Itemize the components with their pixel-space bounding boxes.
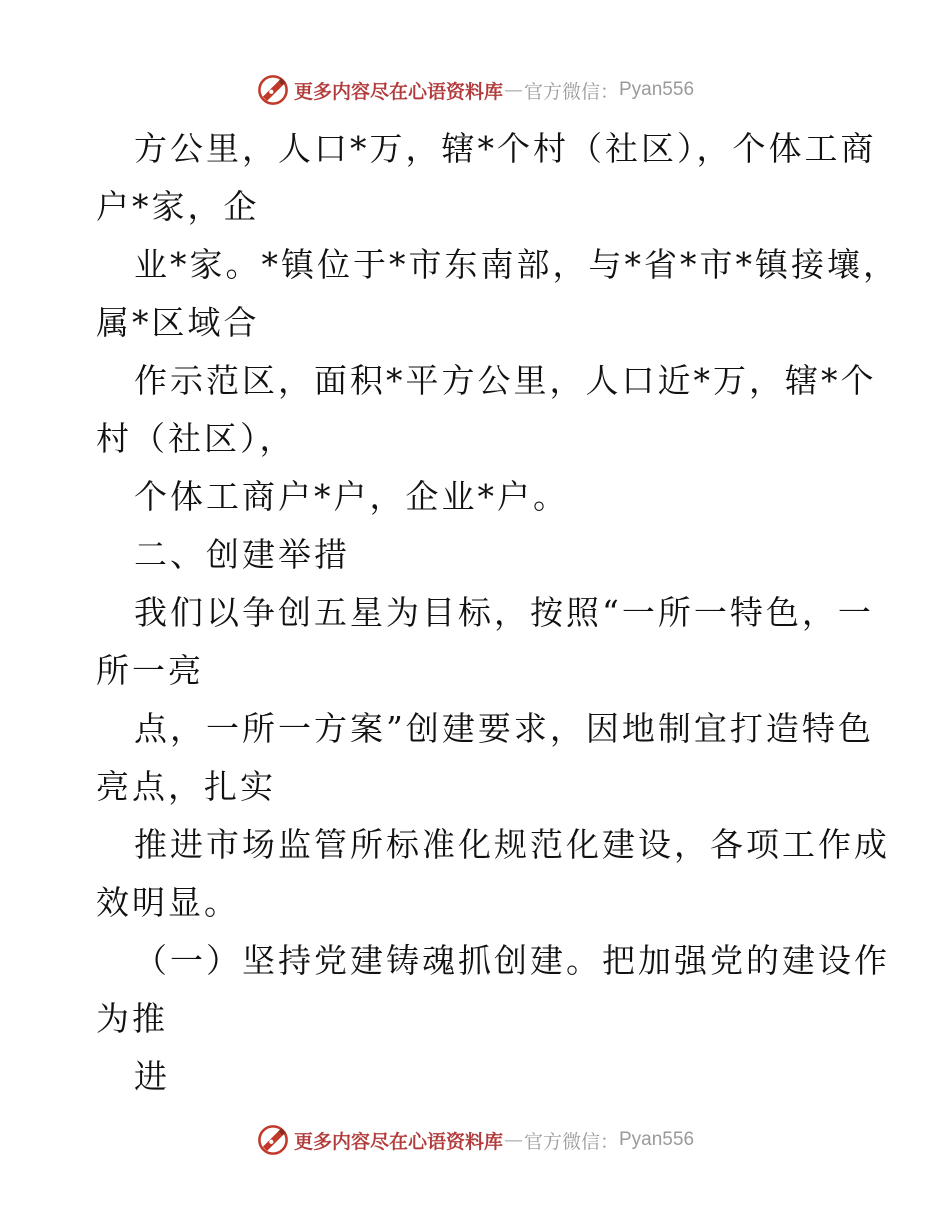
text-line: （一）坚持党建铸魂抓创建。把加强党的建设作 (134, 941, 890, 980)
text-line: 个体工商户*户，企业*户。 (134, 477, 569, 516)
text-line: 亮点，扎实 (96, 767, 276, 806)
watermark-brand: 更多内容尽在心语资料库 (293, 1130, 503, 1153)
paragraph-3 (96, 352, 877, 468)
watermark-dash: — (503, 79, 523, 101)
paragraph-8 (96, 816, 890, 932)
watermark-dash: — (503, 1129, 523, 1151)
text-line: 户*家，企 (96, 187, 260, 226)
text-line: 我们以争创五星为目标，按照“一所一特色，一 (134, 593, 874, 632)
watermark-official-label: 官方微信： (523, 80, 619, 103)
heading-line: 二、创建举措 (134, 535, 350, 574)
watermark-brand: 更多内容尽在心语资料库 (293, 80, 503, 103)
text-line: 进 (134, 1057, 170, 1096)
document-body (96, 120, 899, 1106)
text-line: 所一亮 (96, 651, 204, 690)
text-line: 村（社区）， (96, 419, 296, 458)
footer-watermark (0, 1120, 950, 1160)
text-line: 业*家。*镇位于*市东南部，与*省*市*镇接壤， (134, 245, 899, 284)
paragraph-7 (96, 700, 874, 816)
paragraph-10 (96, 1048, 856, 1106)
text-line: 作示范区，面积*平方公里，人口近*万，辖*个 (134, 361, 877, 400)
text-line: 为推 (96, 999, 168, 1038)
paragraph-6 (96, 584, 874, 700)
text-line: 方公里，人口*万，辖*个村（社区），个体工商 (134, 129, 877, 168)
watermark-official-label: 官方微信： (523, 1130, 619, 1153)
watermark-account-id: Pyan556 (619, 79, 695, 100)
text-line: 推进市场监管所标准化规范化建设，各项工作成 (134, 825, 890, 864)
paragraph-9 (96, 932, 890, 1048)
header-watermark (0, 70, 950, 110)
pen-logo-icon (256, 73, 290, 107)
text-line: 属*区域合 (96, 303, 260, 342)
text-line: 点，一所一方案”创建要求，因地制宜打造特色 (134, 709, 874, 748)
text-line: 效明显。 (96, 883, 240, 922)
pen-logo-icon (256, 1123, 290, 1157)
watermark-account-id: Pyan556 (619, 1129, 695, 1150)
paragraph-4 (96, 468, 856, 526)
paragraph-2 (96, 236, 899, 352)
section-heading (96, 526, 856, 584)
paragraph-1 (96, 120, 877, 236)
